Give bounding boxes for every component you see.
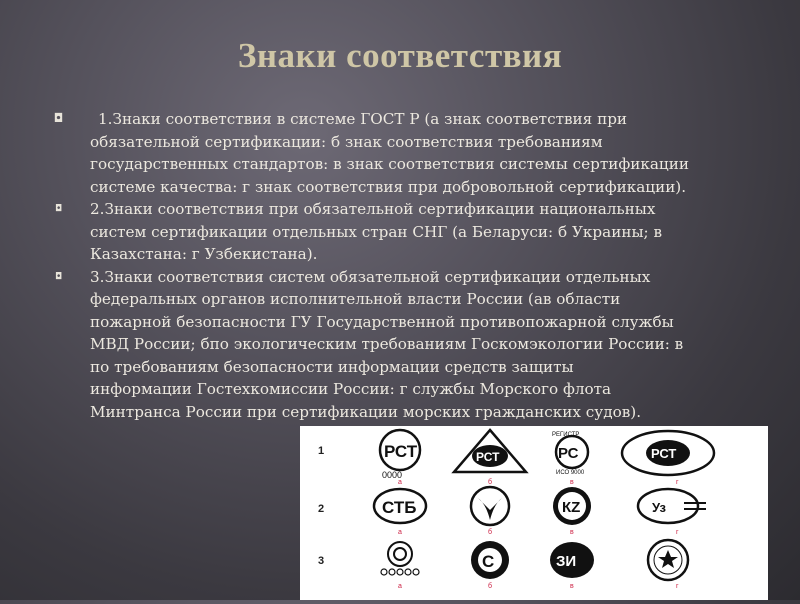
bullet-line: 2.Знаки соответствия при обязательной сертификации национальных: [90, 200, 656, 218]
bullet-item-2: [46, 198, 756, 266]
mark-text: РСТ: [384, 442, 418, 461]
mark-maritime-icon: [648, 540, 688, 580]
bullet-line: по требованиям безопасности информации средств защиты: [90, 357, 574, 376]
mark-letter: в: [570, 479, 574, 486]
mark-fire-safety-icon: [381, 542, 419, 575]
bullet-line: Казахстана: г Узбекистана).: [90, 245, 318, 263]
mark-letter: в: [570, 583, 574, 590]
bullet-line: государственных стандартов: в знак соответствия системы сертификации: [90, 155, 689, 173]
mark-letter: г: [676, 529, 679, 536]
bullet-line: МВД России; бпо экологическим требованиям Госкомэкологии России: в: [90, 335, 684, 353]
mark-rst-circle-icon: [380, 430, 420, 480]
mark-letter: г: [676, 479, 679, 486]
mark-trident-icon: [471, 487, 509, 525]
bullet-line: обязательной сертификации: б знак соответствия требованиям: [90, 132, 603, 151]
bullet-item-3: [46, 266, 756, 424]
mark-eco-icon: [471, 541, 509, 579]
bullet-line: пожарной безопасности ГУ Государственной противопожарной службы: [90, 312, 674, 331]
row-number: 1: [318, 445, 325, 457]
mark-text: С: [482, 552, 495, 571]
bullet-line: Минтранса России при сертификации морских гражданских судов).: [90, 402, 642, 421]
mark-text: СТБ: [382, 498, 417, 517]
mark-letter: а: [398, 529, 402, 536]
row-number: 3: [318, 555, 325, 567]
mark-text: РСТ: [476, 450, 500, 464]
bullet-line: 1.Знаки соответствия в системе ГОСТ Р (а знак соответствия при: [98, 110, 628, 128]
mark-text: КZ: [562, 499, 581, 516]
bullet-marker-icon: ◘: [54, 204, 63, 214]
mark-zi-icon: [550, 542, 594, 578]
bullet-line: федеральных органов исполнительной власти России (ав области: [90, 290, 621, 308]
mark-subtext: 0000: [382, 470, 403, 480]
mark-text: ЗИ: [556, 553, 577, 570]
bullet-line: систем сертификации отдельных стран СНГ (а Беларуси: б Украины; в: [90, 222, 663, 241]
bullet-line: 3.Знаки соответствия систем обязательной сертификации отдельных: [90, 267, 651, 286]
mark-top-text: РЕГИСТР: [552, 432, 580, 438]
slide-title: Знаки соответствия: [237, 36, 563, 75]
mark-letter: б: [488, 529, 493, 536]
mark-letter: б: [488, 479, 493, 486]
mark-kz-icon: [553, 487, 591, 525]
mark-letter: а: [398, 479, 402, 486]
bullet-item-1: [46, 108, 756, 198]
bullet-line: информации Гостехкомиссии России: г службы Морского флота: [90, 380, 612, 398]
mark-uz-icon: [638, 489, 706, 523]
mark-letter: б: [488, 583, 493, 590]
bullet-marker-icon: ◘: [54, 271, 63, 282]
mark-text: Уз: [652, 500, 666, 515]
row-number: 2: [318, 503, 325, 515]
mark-text: РС: [558, 445, 579, 462]
conformity-marks-image: [300, 426, 768, 600]
bullet-marker-icon: ◘: [53, 111, 64, 125]
mark-letter: в: [570, 529, 574, 536]
slide-content: [46, 108, 756, 423]
mark-subtext: ИСО 9000: [556, 470, 585, 476]
bullet-line: системе качества: г знак соответствия при добровольной сертификации).: [90, 177, 687, 196]
mark-letter: г: [676, 583, 679, 590]
mark-letter: а: [398, 583, 402, 590]
mark-rst-triangle-icon: [454, 430, 526, 472]
mark-register-icon: [552, 432, 588, 476]
conformity-marks-figure: [300, 426, 768, 600]
mark-text: РСТ: [651, 446, 677, 461]
mark-rst-oval-icon: [622, 431, 714, 475]
mark-stb-icon: [374, 489, 426, 523]
